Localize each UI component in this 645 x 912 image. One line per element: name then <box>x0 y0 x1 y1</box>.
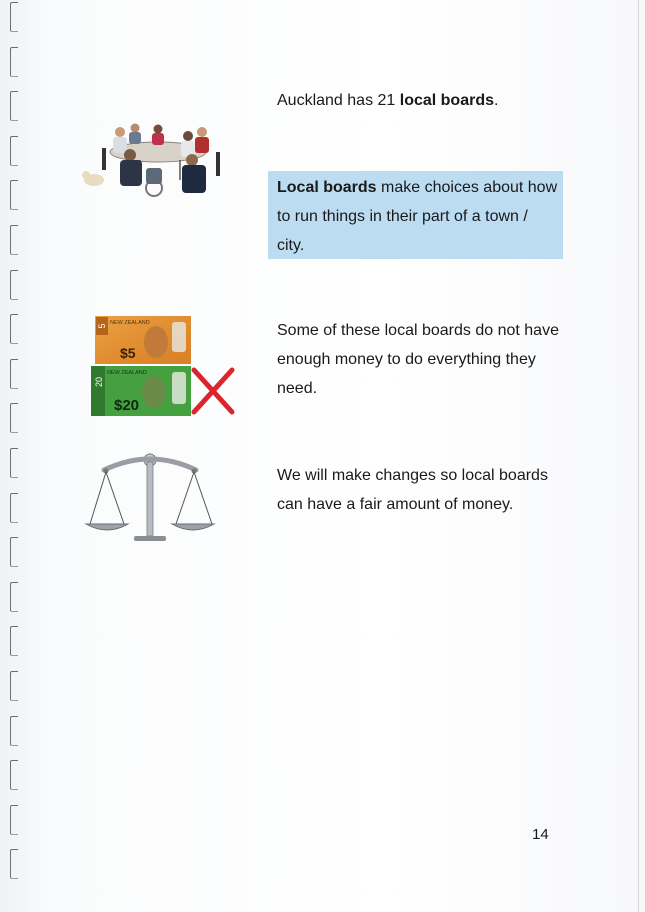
binding-ring <box>10 91 18 121</box>
binding-ring <box>10 582 18 612</box>
binding-ring <box>10 849 18 879</box>
binding-ring <box>10 537 18 567</box>
binding-ring <box>10 47 18 77</box>
binding-ring <box>10 805 18 835</box>
note20-country: NEW ZEALAND <box>107 370 147 376</box>
binding-ring <box>10 716 18 746</box>
intro-line: Auckland has 21 local boards. <box>277 92 499 109</box>
binding-ring <box>10 2 18 32</box>
binding-ring <box>10 626 18 656</box>
binding-ring <box>10 314 18 344</box>
binding-ring <box>10 760 18 790</box>
binding-rings <box>10 0 30 912</box>
funding-paragraph: Some of these local boards do not have enough money to do everything they need. <box>277 322 559 397</box>
note20-corner: 20 <box>94 376 104 388</box>
meeting-table-icon <box>80 122 230 202</box>
binding-ring <box>10 403 18 433</box>
note5-corner: 5 <box>97 323 107 329</box>
binding-ring <box>10 493 18 523</box>
note20-value: $20 <box>114 397 140 414</box>
page-number: 14 <box>532 826 549 843</box>
note5-value: $5 <box>120 345 136 361</box>
binding-ring <box>10 448 18 478</box>
binding-ring <box>10 359 18 389</box>
changes-paragraph: We will make changes so local boards can have a fair amount of money. <box>277 467 548 513</box>
binding-ring <box>10 225 18 255</box>
binding-ring <box>10 270 18 300</box>
note5-country: NEW ZEALAND <box>110 320 150 326</box>
callout-text: Local boards make choices about how to run things in their part of a town / city. <box>277 179 558 254</box>
balance-scales-icon <box>84 444 216 544</box>
binding-ring <box>10 671 18 701</box>
binding-ring <box>10 136 18 166</box>
banknotes-crossed-icon <box>90 314 240 418</box>
page-edge <box>638 0 639 912</box>
binding-ring <box>10 180 18 210</box>
